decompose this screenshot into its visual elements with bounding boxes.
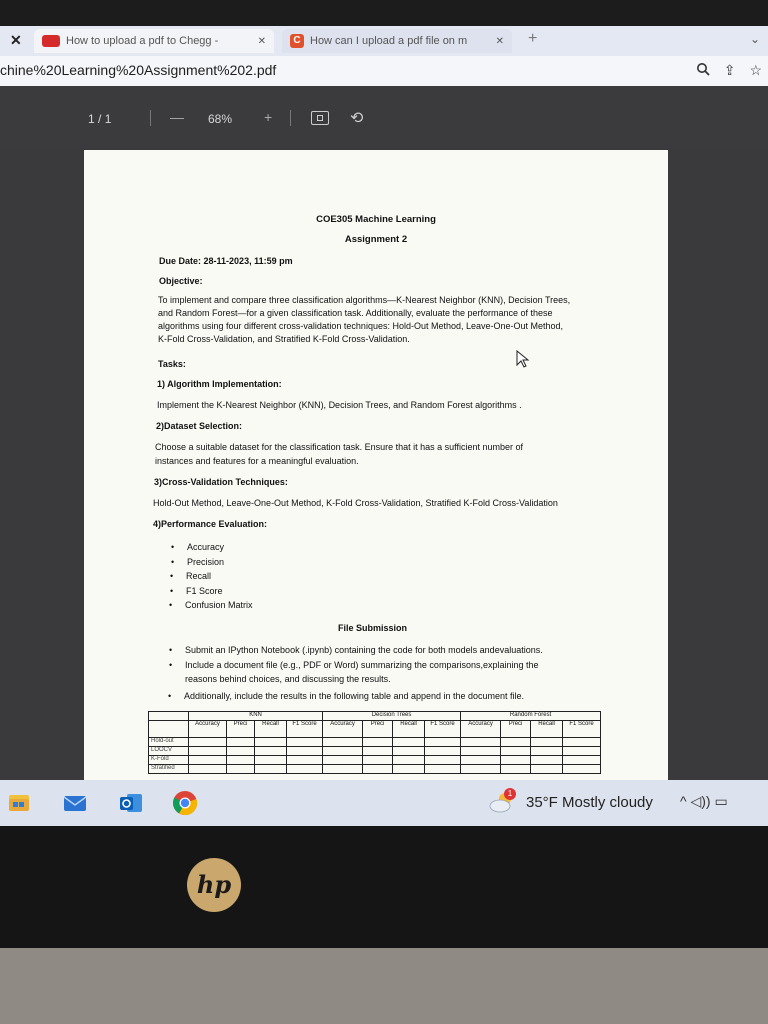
table-cell [425, 756, 461, 765]
search-icon[interactable] [696, 62, 710, 79]
column-header: Accuracy [461, 721, 501, 738]
table-cell [363, 765, 393, 774]
task2-line: instances and features for a meaningful evaluation. [155, 456, 359, 466]
task3-text: Hold-Out Method, Leave-One-Out Method, K-Fold Cross-Validation, Stratified K-Fold Cross-Validation [153, 498, 558, 508]
table-cell [393, 747, 425, 756]
column-header: F1 Score [287, 721, 323, 738]
table-cell [425, 738, 461, 747]
taskbar [0, 780, 768, 826]
table-row [149, 747, 601, 756]
table-cell [189, 747, 227, 756]
table-corner-cell [149, 712, 189, 721]
zoom-level[interactable]: 68% [208, 112, 233, 126]
metric-item [170, 585, 223, 598]
metric-label: Precision [187, 557, 225, 567]
tab-title: How to upload a pdf to Chegg - [66, 35, 219, 47]
group-header: Random Forest [461, 712, 601, 721]
table-cell [287, 738, 323, 747]
table-cell [323, 765, 363, 774]
table-cell [363, 756, 393, 765]
table-cell [287, 756, 323, 765]
table-cell [227, 747, 255, 756]
bullet-icon: • [168, 691, 172, 701]
table-cell [501, 738, 531, 747]
table-cell [287, 765, 323, 774]
tab-title: How can I upload a pdf file on m [310, 35, 468, 47]
system-tray[interactable]: ^ ◁)) ▭ [680, 793, 728, 809]
table-cell [393, 738, 425, 747]
table-cell [461, 756, 501, 765]
table-cell [227, 765, 255, 774]
table-cell [323, 738, 363, 747]
hp-logo: hp [187, 858, 241, 912]
column-header: Recall [255, 721, 287, 738]
table-cell [255, 765, 287, 774]
notification-badge: 1 [504, 788, 516, 800]
table-row [149, 765, 601, 774]
page-separator: / [98, 112, 102, 126]
star-icon[interactable]: ☆ [749, 62, 762, 78]
objective-line: K-Fold Cross-Validation, and Stratified K-Fold Cross-Validation. [158, 334, 410, 344]
table-cell [461, 747, 501, 756]
table-cell [425, 747, 461, 756]
new-tab-icon[interactable]: + [528, 30, 538, 47]
table-corner-cell [149, 721, 189, 738]
bullet-icon: • [169, 600, 173, 610]
page-indicator[interactable] [88, 112, 111, 126]
table-cell [363, 738, 393, 747]
pdf-page [84, 150, 668, 800]
table-cell [563, 765, 601, 774]
row-label: K-Fold [149, 756, 189, 765]
bullet-icon: • [170, 571, 174, 581]
bullet-icon: • [171, 557, 175, 567]
table-cell [393, 765, 425, 774]
mail-icon[interactable] [62, 790, 88, 816]
table-cell [461, 765, 501, 774]
metric-item [169, 599, 253, 612]
table-cell [323, 747, 363, 756]
group-header: Decision Trees [323, 712, 461, 721]
column-header: Recall [393, 721, 425, 738]
column-header: Accuracy [189, 721, 227, 738]
table-cell [531, 738, 563, 747]
zoom-in-button[interactable]: + [264, 109, 273, 125]
column-header: Preci [363, 721, 393, 738]
column-header: Accuracy [323, 721, 363, 738]
browser-window [0, 26, 768, 828]
results-table [148, 711, 601, 774]
column-header: Preci [227, 721, 255, 738]
objective-line: and Random Forest—for a given classification task. Additionally, evaluate the performance of these [158, 308, 553, 318]
divider [290, 110, 291, 126]
submission-text: Include a document file (e.g., PDF or Word) summarizing the comparisons,explaining the [185, 660, 539, 670]
task2-heading: 2)Dataset Selection: [156, 421, 243, 431]
rotate-icon[interactable]: ⟲ [350, 110, 364, 127]
metric-item [171, 541, 225, 554]
row-label: LOOCV [149, 747, 189, 756]
course-title: COE305 Machine Learning [316, 214, 436, 225]
table-cell [501, 756, 531, 765]
page-total: 1 [104, 112, 112, 126]
bullet-icon: • [169, 645, 173, 655]
column-header: Recall [531, 721, 563, 738]
chrome-icon[interactable] [172, 790, 198, 816]
tab-upload-pdf[interactable] [282, 29, 512, 53]
tasks-heading: Tasks: [158, 359, 186, 369]
objective-line: algorithms using four different cross-validation techniques: Hold-Out Method, Leave-One-Out Method, [158, 321, 564, 331]
address-bar-actions [696, 62, 762, 79]
due-value: 28-11-2023, 11:59 pm [203, 256, 293, 266]
metric-item [170, 570, 212, 583]
submission-continued: reasons behind choices, and discussing the results. [185, 674, 391, 684]
table-cell [501, 747, 531, 756]
table-cell [425, 765, 461, 774]
table-cell [227, 738, 255, 747]
address-bar[interactable] [0, 56, 768, 86]
table-cell [531, 747, 563, 756]
table-header-row [149, 712, 601, 721]
table-row [149, 738, 601, 747]
tab-strip [0, 26, 768, 56]
table-cell [563, 738, 601, 747]
assignment-title: Assignment 2 [344, 234, 408, 245]
tab-close-icon[interactable]: ✕ [257, 35, 266, 47]
table-cell [189, 765, 227, 774]
objective-line: To implement and compare three classification algorithms—K-Nearest Neighbor (KNN), Decision Trees, [158, 295, 571, 305]
due-date [159, 255, 293, 268]
bullet-icon: • [170, 586, 174, 596]
zoom-out-button[interactable]: — [170, 109, 184, 125]
pdf-toolbar [0, 86, 768, 148]
table-cell [531, 756, 563, 765]
chevron-down-icon[interactable]: ⌄ [749, 32, 760, 46]
metric-label: Accuracy [187, 542, 225, 552]
task4-heading: 4)Performance Evaluation: [153, 519, 268, 529]
task1-heading: 1) Algorithm Implementation: [157, 379, 282, 389]
metric-label: Recall [186, 571, 212, 581]
share-icon[interactable]: ⇪ [723, 62, 736, 78]
bullet-icon: • [171, 542, 175, 552]
table-cell [189, 738, 227, 747]
tab-close-icon[interactable]: ✕ [495, 35, 504, 47]
close-icon[interactable]: ✕ [10, 32, 22, 48]
address-url[interactable]: chine%20Learning%20Assignment%202.pdf [0, 62, 277, 78]
laptop-chassis [0, 948, 768, 1024]
table-cell [323, 756, 363, 765]
submission-text: Submit an IPython Notebook (.ipynb) containing the code for both models andevaluations. [185, 645, 543, 655]
table-cell [393, 756, 425, 765]
tab-chegg[interactable] [34, 29, 274, 53]
column-header: Preci [501, 721, 531, 738]
weather-status[interactable]: 35°F Mostly cloudy [526, 794, 653, 811]
youtube-favicon-icon [42, 35, 60, 47]
group-header: KNN [189, 712, 323, 721]
table-row [149, 756, 601, 765]
table-cell [189, 756, 227, 765]
table-cell [461, 738, 501, 747]
outlook-icon[interactable] [118, 790, 144, 816]
column-header: F1 Score [563, 721, 601, 738]
page-current[interactable]: 1 [88, 112, 95, 126]
table-cell [287, 747, 323, 756]
screen-bezel-top [0, 0, 768, 26]
bullet-icon: • [169, 660, 173, 670]
table-cell [563, 756, 601, 765]
submission-item [169, 644, 543, 657]
submission-heading: File Submission [338, 623, 408, 633]
metric-item [171, 556, 225, 569]
submission-item [168, 690, 525, 703]
submission-item [169, 659, 539, 672]
chegg-favicon-icon: C [290, 34, 304, 48]
table-cell [255, 738, 287, 747]
table-cell [363, 747, 393, 756]
task3-heading: 3)Cross-Validation Techniques: [154, 477, 288, 487]
file-explorer-icon[interactable] [6, 790, 32, 816]
divider [150, 110, 151, 126]
table-cell [563, 747, 601, 756]
table-cell [501, 765, 531, 774]
objective-heading: Objective: [159, 276, 203, 286]
table-cell [531, 765, 563, 774]
metric-label: F1 Score [186, 586, 223, 596]
table-cell [255, 747, 287, 756]
table-cell [227, 756, 255, 765]
column-header: F1 Score [425, 721, 461, 738]
mouse-pointer-icon [516, 350, 530, 368]
row-label: Stratified [149, 765, 189, 774]
table-cell [255, 756, 287, 765]
row-label: Hold-out [149, 738, 189, 747]
task2-line: Choose a suitable dataset for the classification task. Ensure that it has a sufficient number of [155, 442, 524, 452]
table-subheader-row [149, 721, 601, 738]
metric-label: Confusion Matrix [185, 600, 253, 610]
submission-text: Additionally, include the results in the following table and append in the document file. [184, 691, 525, 701]
fit-page-icon[interactable] [311, 111, 329, 125]
due-label: Due Date: [159, 256, 202, 266]
task1-text: Implement the K-Nearest Neighbor (KNN), Decision Trees, and Random Forest algorithms . [157, 400, 522, 410]
